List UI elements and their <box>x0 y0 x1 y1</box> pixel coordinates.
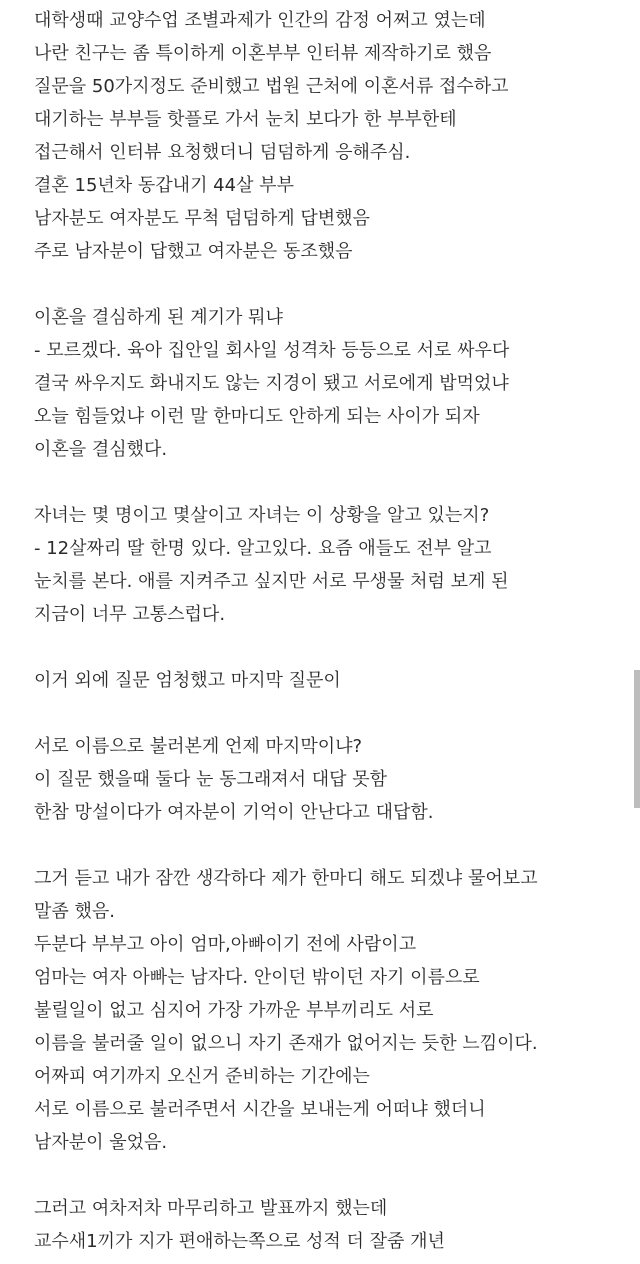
text-line: 남자분도 여자분도 무척 덤덤하게 답변했음 <box>34 208 370 229</box>
text-line: 나란 친구는 좀 특이하게 이혼부부 인터뷰 제작하기로 했음 <box>34 43 492 64</box>
text-line: 교수새1끼가 지가 편애하는쪽으로 성적 더 잘줌 개년 <box>34 1231 445 1252</box>
text-line: 서로 이름으로 불러주면서 시간을 보내는게 어떠냐 했더니 <box>34 1099 486 1120</box>
question-heading: 서로 이름으로 불러본게 언제 마지막이냐? <box>34 736 363 757</box>
text-line: 불릴일이 없고 심지어 가장 가까운 부부끼리도 서로 <box>34 1000 434 1021</box>
text-line: 남자분이 울었음. <box>34 1132 168 1153</box>
text-line: 그거 듣고 내가 잠깐 생각하다 제가 한마디 해도 되겠냐 물어보고 <box>34 868 538 889</box>
text-line: 이름을 불러줄 일이 없으니 자기 존재가 없어지는 듯한 느낌이다. <box>34 1033 538 1054</box>
text-line: 엄마는 여자 아빠는 남자다. 안이던 밖이던 자기 이름으로 <box>34 967 480 988</box>
text-line: 결혼 15년차 동갑내기 44살 부부 <box>34 175 294 196</box>
text-line: 어짜피 여기까지 오신거 준비하는 기간에는 <box>34 1066 370 1087</box>
blank-line <box>34 631 630 664</box>
blank-line <box>34 268 630 301</box>
text-line: - 12살짜리 딸 한명 있다. 알고있다. 요즘 애들도 전부 알고 <box>34 538 492 559</box>
text-line: - 모르겠다. 육아 집안일 회사일 성격차 등등으로 서로 싸우다 <box>34 340 510 361</box>
blank-line <box>34 697 630 730</box>
question-heading: 자녀는 몇 명이고 몇살이고 자녀는 이 상황을 알고 있는지? <box>34 505 490 526</box>
text-line: 이 질문 했을때 둘다 눈 동그래져서 대답 못함 <box>34 769 388 790</box>
text-line: 한참 망설이다가 여자분이 기억이 안난다고 대답함. <box>34 802 434 823</box>
text-line: 질문을 50가지정도 준비했고 법원 근처에 이혼서류 접수하고 <box>34 76 509 97</box>
question-heading: 이혼을 결심하게 된 계기가 뭐냐 <box>34 307 283 328</box>
blank-line <box>34 466 630 499</box>
text-line: 오늘 힘들었냐 이런 말 한마디도 안하게 되는 사이가 되자 <box>34 406 480 427</box>
scrollbar-thumb[interactable] <box>634 670 640 808</box>
text-line: 결국 싸우지도 화내지도 않는 지경이 됐고 서로에게 밥먹었냐 <box>34 373 509 394</box>
text-line: 말좀 했음. <box>34 901 115 922</box>
blank-line <box>34 829 630 862</box>
text-line: 이혼을 결심했다. <box>34 439 168 460</box>
text-line: 주로 남자분이 답했고 여자분은 동조했음 <box>34 241 353 262</box>
blank-line <box>34 1159 630 1192</box>
text-line: 접근해서 인터뷰 요청했더니 덤덤하게 응해주심. <box>34 142 411 163</box>
text-line: 이거 외에 질문 엄청했고 마지막 질문이 <box>34 670 341 691</box>
text-line: 대기하는 부부들 핫플로 가서 눈치 보다가 한 부부한테 <box>34 109 457 130</box>
text-line: 지금이 너무 고통스럽다. <box>34 604 226 625</box>
text-line: 두분다 부부고 아이 엄마,아빠이기 전에 사람이고 <box>34 934 417 955</box>
text-line: 눈치를 본다. 애를 지켜주고 싶지만 서로 무생물 처럼 보게 된 <box>34 571 509 592</box>
text-line: 그러고 여차저차 마무리하고 발표까지 했는데 <box>34 1198 388 1219</box>
text-line: 대학생때 교양수업 조별과제가 인간의 감정 어쩌고 였는데 <box>34 10 486 31</box>
